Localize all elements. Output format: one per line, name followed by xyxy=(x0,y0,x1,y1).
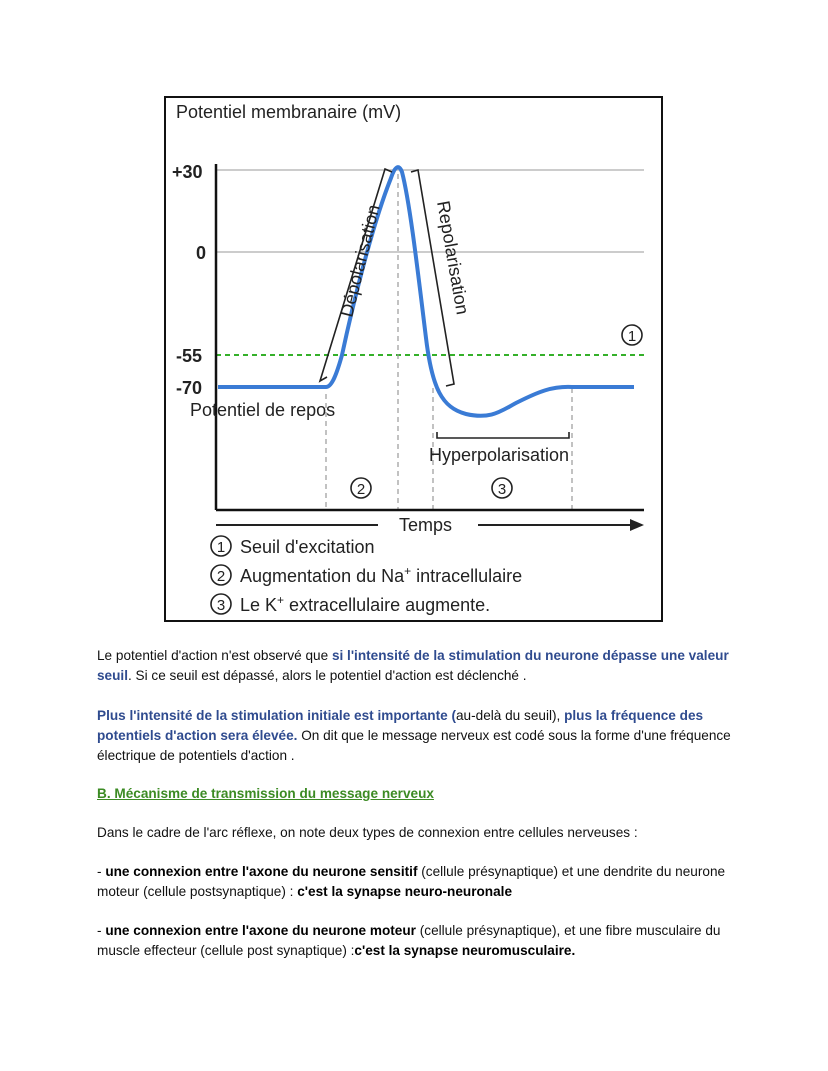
p2-emphasis-2: plus la fréquence des potentiels d'action sera élevée. xyxy=(97,708,704,743)
p4-emphasis-2: c'est la synapse neuro-neuronale xyxy=(297,884,512,899)
tick-label-minus70: -70 xyxy=(176,378,203,398)
section-heading-text: B. Mécanisme de transmission du message nerveux xyxy=(97,786,434,801)
legend-3-text xyxy=(240,593,490,615)
y-axis-title: Potentiel membranaire (mV) xyxy=(176,102,402,122)
p5-emphasis-2: c'est la synapse neuromusculaire. xyxy=(354,943,576,958)
resting-potential-label: Potentiel de repos xyxy=(190,400,336,420)
repolarisation-label: Repolarisation xyxy=(433,199,473,317)
action-potential-diagram xyxy=(166,98,665,624)
legend-3-number: 3 xyxy=(216,597,226,614)
p1-text-1: Le potentiel d'action n'est observé que xyxy=(97,648,332,663)
paragraph-threshold xyxy=(97,646,737,686)
legend-2-text-end: intracellulaire xyxy=(411,566,523,586)
p5-dash: - xyxy=(97,923,106,938)
time-arrow-head xyxy=(630,519,644,531)
action-potential-figure xyxy=(164,96,663,622)
p1-emphasis: si l'intensité de la stimulation du neurone dépasse une valeur seuil xyxy=(97,648,729,683)
legend-3-text-main: Le K xyxy=(240,595,278,615)
marker-2-number: 2 xyxy=(356,481,366,498)
p2-text-1: au-delà du seuil), xyxy=(456,708,565,723)
p4-emphasis-1: une connexion entre l'axone du neurone sensitif xyxy=(105,864,418,879)
p4-text: (cellule présynaptique) et une dendrite du neurone moteur (cellule postsynaptique) : xyxy=(97,864,726,899)
p4-dash: - xyxy=(97,864,106,879)
hyperpolarisation-bracket xyxy=(437,432,569,438)
legend-2-superscript: + xyxy=(404,564,412,578)
legend-1-text: Seuil d'excitation xyxy=(240,537,375,557)
paragraph-synapse-neuro-neuronale xyxy=(97,862,737,902)
paragraph-intro: Dans le cadre de l'arc réflexe, on note deux types de connexion entre cellules nerveuses : xyxy=(97,825,638,840)
legend-3-superscript: + xyxy=(277,593,285,607)
p2-text-2: On dit que le message nerveux est codé sous la forme d'une fréquence électrique de potentiels d'action . xyxy=(97,728,731,763)
depolarisation-label: Dépolarisation xyxy=(336,202,384,319)
paragraph-frequency xyxy=(97,706,737,766)
hyperpolarisation-label: Hyperpolarisation xyxy=(429,445,570,465)
legend-2-number: 2 xyxy=(216,568,226,585)
tick-label-zero: 0 xyxy=(196,243,207,263)
legend-3-text-end: extracellulaire augmente. xyxy=(284,595,491,615)
legend-1-number: 1 xyxy=(216,539,226,556)
paragraph-synapse-neuromusculaire xyxy=(97,921,737,961)
p5-text: (cellule présynaptique), et une fibre musculaire du muscle effecteur (cellule post synaptique) : xyxy=(97,923,721,958)
p2-emphasis-1: Plus l'intensité de la stimulation initiale est importante ( xyxy=(97,708,456,723)
x-axis-label: Temps xyxy=(399,515,453,535)
tick-label-plus30: +30 xyxy=(172,162,203,182)
action-potential-curve xyxy=(218,167,637,416)
marker-3-number: 3 xyxy=(497,481,507,498)
tick-label-minus55: -55 xyxy=(176,346,203,366)
p5-emphasis-1: une connexion entre l'axone du neurone moteur xyxy=(105,923,416,938)
legend-2-text-main: Augmentation du Na xyxy=(240,566,405,586)
marker-1-number: 1 xyxy=(627,328,637,345)
legend-2-text xyxy=(240,564,522,586)
section-heading xyxy=(97,784,737,804)
p1-text-2: . Si ce seuil est dépassé, alors le potentiel d'action est déclenché . xyxy=(127,668,527,683)
